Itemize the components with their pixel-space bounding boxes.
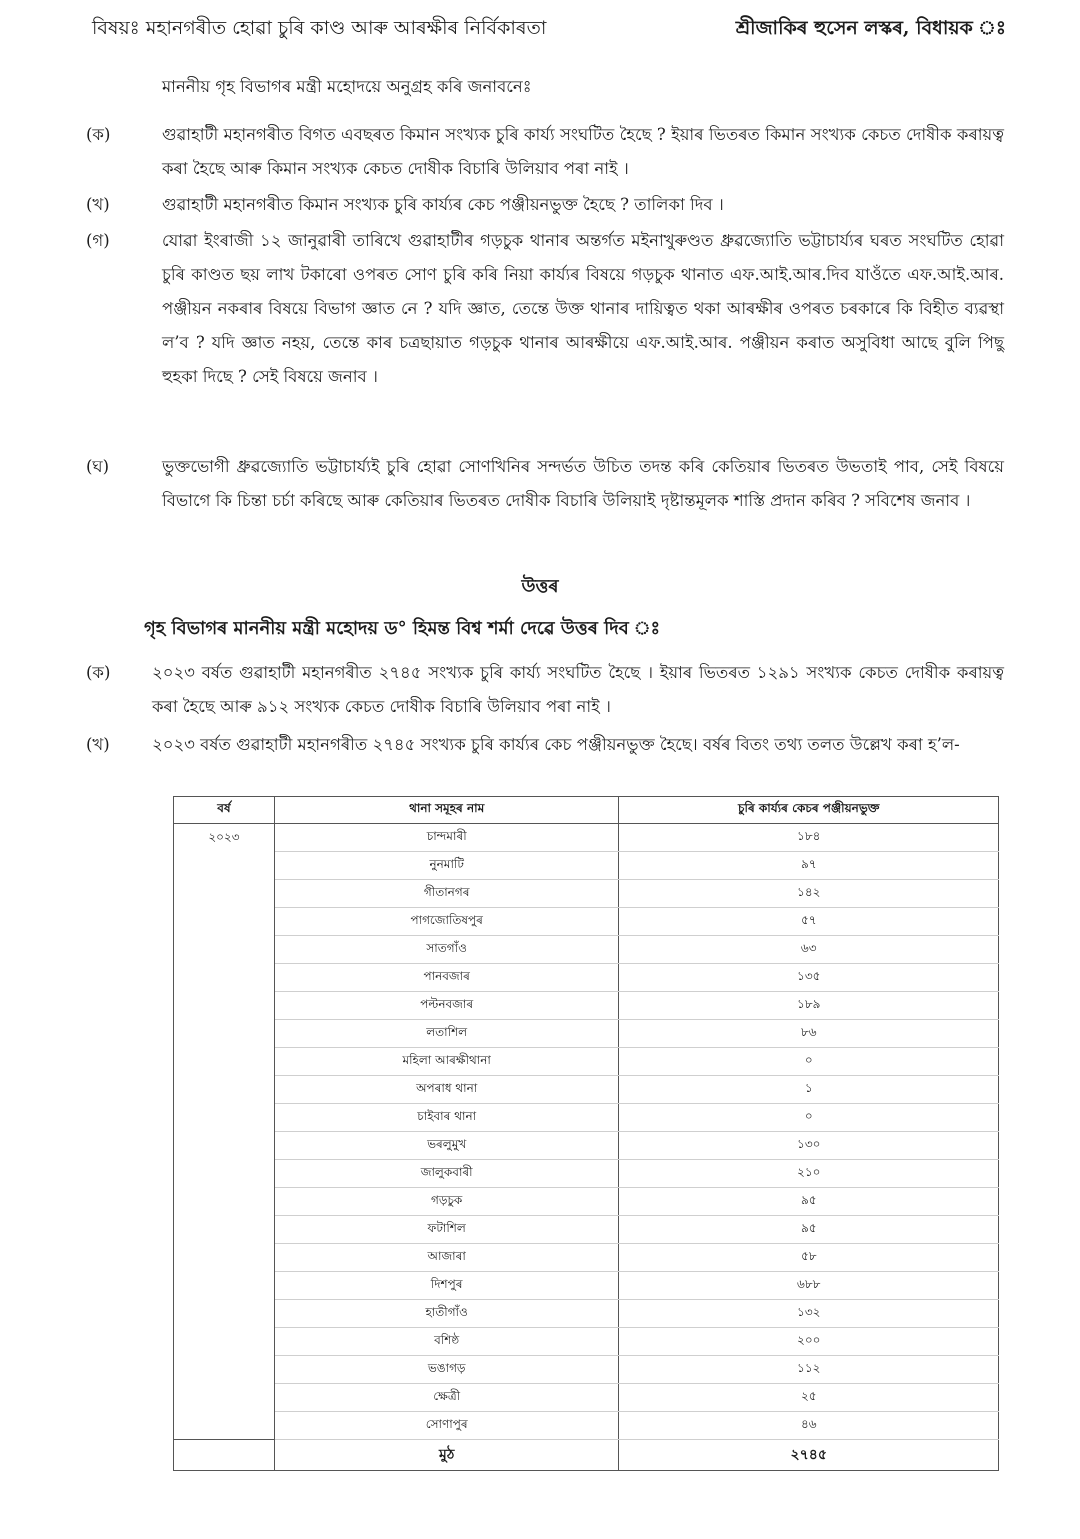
cases-cell: ১৮৪: [619, 824, 999, 852]
cases-cell: ৫৮: [619, 1244, 999, 1272]
station-cell: অপৰাধ থানা: [274, 1076, 619, 1104]
question-intro: মাননীয় গৃহ বিভাগৰ মন্ত্ৰী মহোদয়ে অনুগ্ৰহ কৰি জনাবনেঃ: [162, 77, 532, 96]
question-ka: [86, 118, 1004, 186]
cases-cell: ১৪২: [619, 880, 999, 908]
answer-heading: উত্তৰ: [521, 576, 559, 597]
station-cell: পল্টনবজাৰ: [274, 992, 619, 1020]
table-row: [174, 880, 999, 908]
station-cell: গড়চুক: [274, 1188, 619, 1216]
cases-cell: ১: [619, 1076, 999, 1104]
table-row: [174, 1104, 999, 1132]
station-cell: ক্ষেত্ৰী: [274, 1384, 619, 1412]
answer-marker: (ক): [86, 663, 111, 682]
question-marker: (খ): [86, 195, 110, 214]
table-row: [174, 1300, 999, 1328]
cases-cell: ১১২: [619, 1356, 999, 1384]
mla-name: শ্ৰীজাকিৰ হুসেন লস্কৰ, বিধায়ক ঃ: [735, 17, 1006, 39]
theft-cases-table: [173, 796, 999, 1471]
question-text: ভুক্তভোগী ধ্ৰুৱজ্যোতি ভট্টাচাৰ্য্যই চুৰি হোৱা সোণখিনিৰ সন্দৰ্ভত উচিত তদন্ত কৰি কেতিয়াৰ ভিতৰত উভতাই পাব, সেই বিষয়ে বিভাগে কি চিন্তা চৰ্চা কৰিছে আৰু কেতিয়াৰ ভিতৰত দোষীক বিচাৰি উলিয়াই দৃষ্টান্তমূলক শাস্তি প্ৰদান কৰিব ? সবিশেষ জনাব ।: [162, 457, 1004, 510]
station-cell: পানবজাৰ: [274, 964, 619, 992]
cases-cell: ০: [619, 1048, 999, 1076]
total-label: মুঠ: [274, 1440, 619, 1471]
table-row: [174, 1412, 999, 1440]
answer-ka: [86, 656, 1004, 724]
station-cell: গীতানগৰ: [274, 880, 619, 908]
station-cell: চান্দমাৰী: [274, 824, 619, 852]
table-row: [174, 1076, 999, 1104]
station-cell: মহিলা আৰক্ষীথানা: [274, 1048, 619, 1076]
total-row: [174, 1440, 999, 1471]
table-row: [174, 1384, 999, 1412]
answer-text: ২০২৩ বৰ্ষত গুৱাহাটী মহানগৰীত ২৭৪৫ সংখ্যক চুৰি কাৰ্য্যৰ কেচ পঞ্জীয়নভুক্ত হৈছে। বৰ্ষৰ বিতং তথ্য তলত উল্লেখ কৰা হ’ল-: [152, 735, 960, 754]
station-cell: চাইবাৰ থানা: [274, 1104, 619, 1132]
header-station: থানা সমূহৰ নাম: [274, 797, 619, 824]
cases-cell: ২০০: [619, 1328, 999, 1356]
station-cell: ভৰলুমুখ: [274, 1132, 619, 1160]
cases-cell: ৯৫: [619, 1216, 999, 1244]
cases-cell: ১৮৯: [619, 992, 999, 1020]
question-marker: (গ): [86, 231, 110, 250]
question-text: যোৱা ইংৰাজী ১২ জানুৱাৰী তাৰিখে গুৱাহাটীৰ গড়চুক থানাৰ অন্তৰ্গত মইনাখুৰুণ্ডত ধ্ৰুৱজ্যোতি ভট্টাচাৰ্য্যৰ ঘৰত সংঘটিত হোৱা চুৰি কাণ্ডত ছয় লাখ টকাৰো ওপৰত সোণ চুৰি কৰি নিয়া কাৰ্য্যৰ বিষয়ে গড়চুক থানাত এফ.আই.আৰ.দিব যাওঁতে এফ.আই.আৰ. পঞ্জীয়ন নকৰাৰ বিষয়ে বিভাগ জ্ঞাত নে ? যদি জ্ঞাত, তেন্তে উক্ত থানাৰ দায়িত্বত থকা আৰক্ষীৰ ওপৰত চৰকাৰে কি বিহীত ব্যৱস্থা ল’ব ? যদি জ্ঞাত নহয়, তেন্তে কাৰ চত্ৰছায়াত গড়চুক থানাৰ আৰক্ষীয়ে এফ.আই.আৰ. পঞ্জীয়ন কৰাত অসুবিধা আছে বুলি পিছু হুহকা দিছে ? সেই বিষয়ে জনাব ।: [162, 231, 1004, 386]
answer-marker: (খ): [86, 735, 110, 754]
station-cell: ফটাশিল: [274, 1216, 619, 1244]
table-row: [174, 908, 999, 936]
table-row: [174, 1132, 999, 1160]
station-cell: পাগজোতিষপুৰ: [274, 908, 619, 936]
station-cell: হাতীগাঁও: [274, 1300, 619, 1328]
table-row: [174, 936, 999, 964]
table-row: [174, 1216, 999, 1244]
cases-cell: ৯৭: [619, 852, 999, 880]
cases-cell: ২১০: [619, 1160, 999, 1188]
table-row: [174, 852, 999, 880]
question-text: গুৱাহাটী মহানগৰীত কিমান সংখ্যক চুৰি কাৰ্য্যৰ কেচ পঞ্জীয়নভুক্ত হৈছে ? তালিকা দিব ।: [162, 195, 724, 214]
question-gha: [86, 450, 1004, 518]
table-row: [174, 992, 999, 1020]
subject-line: বিষয়ঃ মহানগৰীত হোৱা চুৰি কাণ্ড আৰু আৰক্ষীৰ নিৰ্বিকাৰতা: [92, 17, 547, 39]
answer-text: ২০২৩ বৰ্ষত গুৱাহাটী মহানগৰীত ২৭৪৫ সংখ্যক চুৰি কাৰ্য্য সংঘটিত হৈছে । ইয়াৰ ভিতৰত ১২৯১ সংখ্যক কেচত দোষীক কৰায়ত্ব কৰা হৈছে আৰু ৯১২ সংখ্যক কেচত দোষীক বিচাৰি উলিয়াব পৰা নাই ।: [152, 663, 1004, 716]
question-text: গুৱাহাটী মহানগৰীত বিগত এবছৰত কিমান সংখ্যক চুৰি কাৰ্য্য সংঘটিত হৈছে ? ইয়াৰ ভিতৰত কিমান সংখ্যক কেচত দোষীক কৰায়ত্ব কৰা হৈছে আৰু কিমান সংখ্যক কেচত দোষীক বিচাৰি উলিয়াব পৰা নাই ।: [162, 125, 1004, 178]
station-cell: সাতগাঁও: [274, 936, 619, 964]
station-cell: জালুকবাৰী: [274, 1160, 619, 1188]
table-header-row: [174, 797, 999, 824]
cases-cell: ৫৭: [619, 908, 999, 936]
station-cell: নুনমাটি: [274, 852, 619, 880]
total-empty-cell: [174, 1440, 275, 1471]
header-year: বৰ্ষ: [174, 797, 275, 824]
total-value: ২৭৪৫: [619, 1440, 999, 1471]
cases-cell: ৮৬: [619, 1020, 999, 1048]
header-cases: চুৰি কাৰ্য্যৰ কেচৰ পঞ্জীয়নভুক্ত: [619, 797, 999, 824]
question-marker: (ঘ): [86, 457, 110, 476]
answer-intro: গৃহ বিভাগৰ মাননীয় মন্ত্ৰী মহোদয় ড° হিমন্ত বিশ্ব শৰ্মা দেৱে উত্তৰ দিব ঃ: [144, 618, 661, 639]
cases-cell: ১৩৫: [619, 964, 999, 992]
table-row: [174, 1272, 999, 1300]
table-row: [174, 1048, 999, 1076]
station-cell: আজাৰা: [274, 1244, 619, 1272]
table-row: [174, 1356, 999, 1384]
question-kha: [86, 188, 1004, 222]
station-cell: ভঙাগড়: [274, 1356, 619, 1384]
year-cell: ২০২৩: [174, 824, 275, 1440]
table-row: [174, 1160, 999, 1188]
table-row: [174, 1188, 999, 1216]
table-row: [174, 964, 999, 992]
question-marker: (ক): [86, 125, 111, 144]
table-row: [174, 1328, 999, 1356]
station-cell: লতাশিল: [274, 1020, 619, 1048]
table-row: [174, 824, 999, 852]
cases-cell: ১৩২: [619, 1300, 999, 1328]
cases-cell: ৬৮৮: [619, 1272, 999, 1300]
station-cell: দিশপুৰ: [274, 1272, 619, 1300]
table-row: [174, 1020, 999, 1048]
cases-cell: ৪৬: [619, 1412, 999, 1440]
cases-cell: ৬৩: [619, 936, 999, 964]
station-cell: বশিষ্ঠ: [274, 1328, 619, 1356]
question-ga: [86, 224, 1004, 394]
table-row: [174, 1244, 999, 1272]
page-header: [92, 14, 1006, 46]
cases-cell: ৯৫: [619, 1188, 999, 1216]
cases-cell: ২৫: [619, 1384, 999, 1412]
answer-kha: [86, 728, 1004, 762]
station-cell: সোণাপুৰ: [274, 1412, 619, 1440]
cases-cell: ০: [619, 1104, 999, 1132]
cases-cell: ১৩০: [619, 1132, 999, 1160]
